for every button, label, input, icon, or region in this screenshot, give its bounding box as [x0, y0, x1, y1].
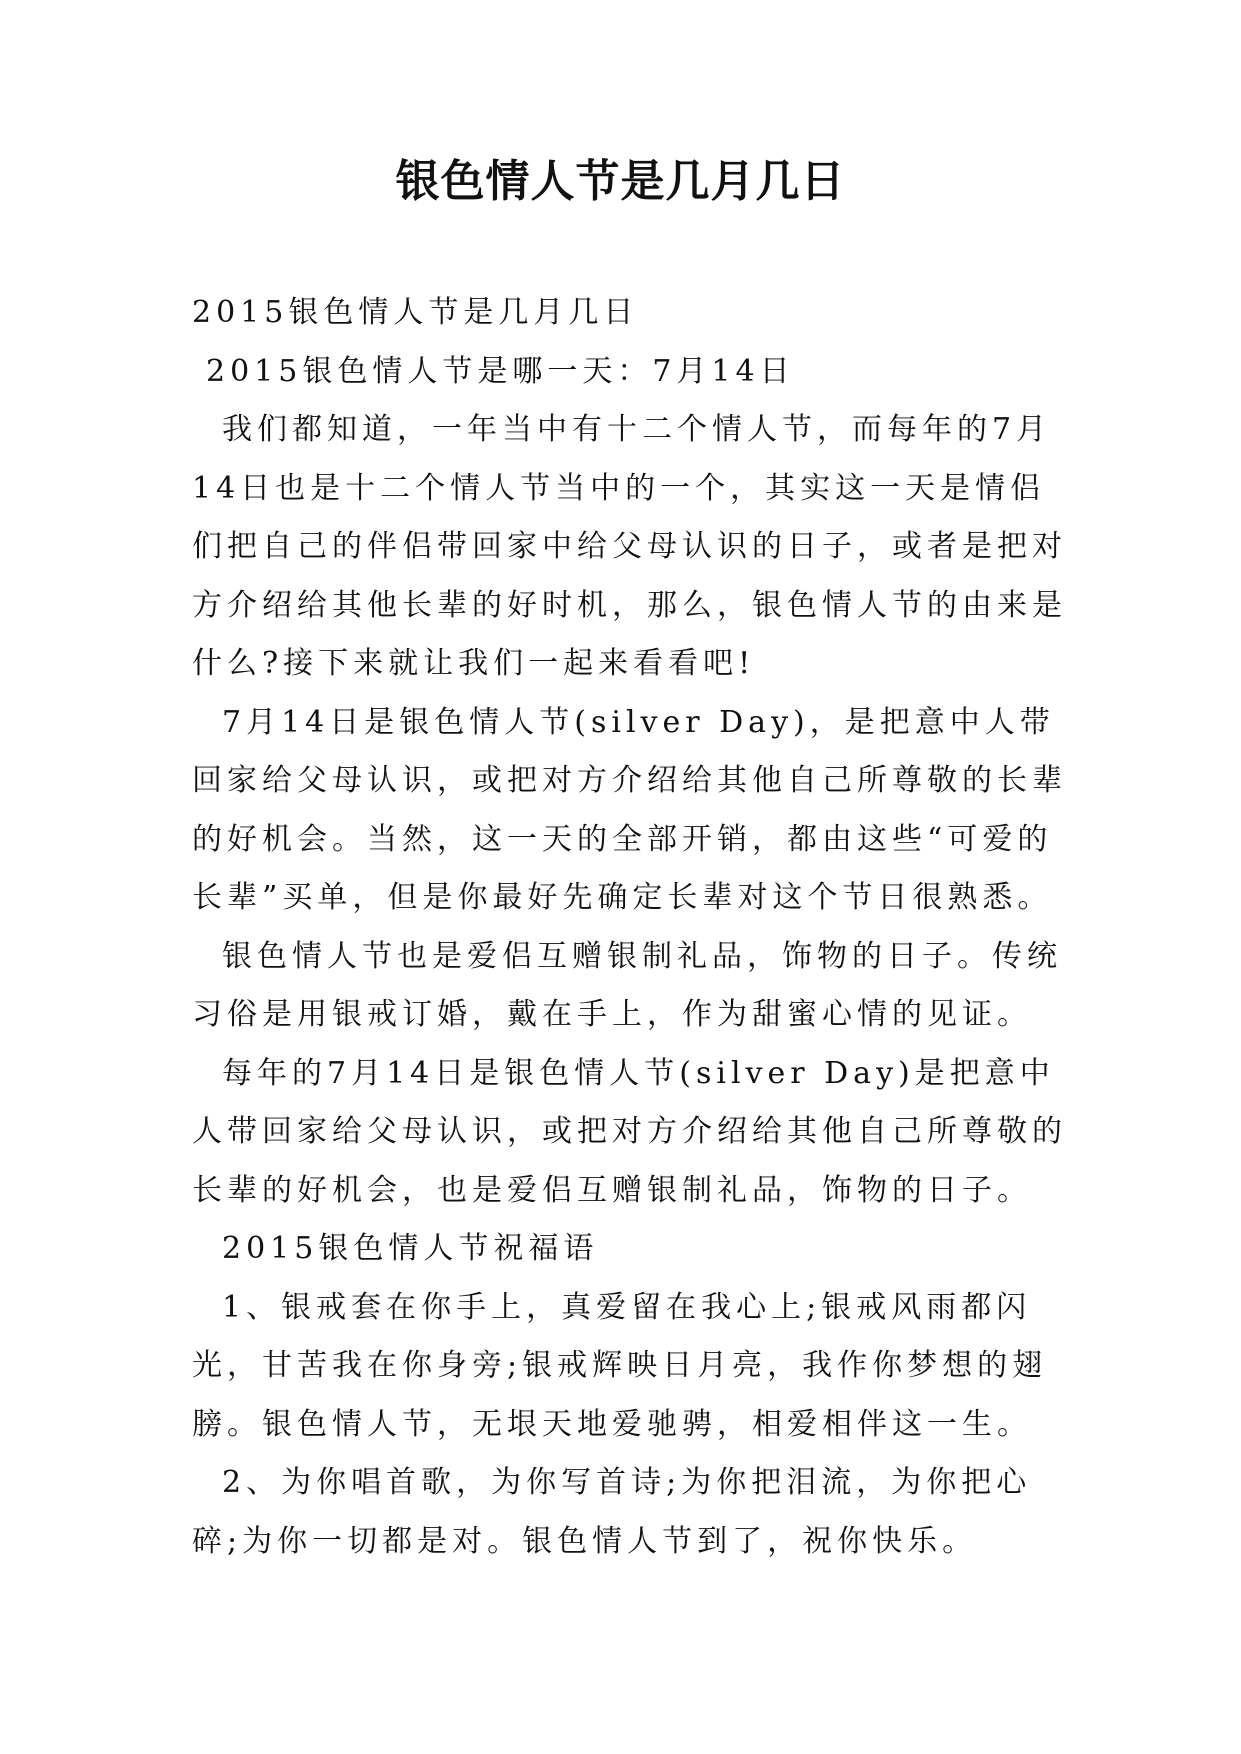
subheading-date-answer: 2015银色情人节是哪一天：7月14日: [206, 353, 795, 389]
document-body: [192, 284, 1072, 1571]
paragraph-annual-summary: 每年的7月14日是银色情人节(silver Day)是把意中人带回家给父母认识，或把对方介绍给其他自己所尊敬的长辈的好机会，也是爱侣互赠银制礼品，饰物的日子。: [192, 1055, 1067, 1208]
document-title: 银色情人节是几月几日: [395, 156, 846, 207]
subheading-date-question: 2015银色情人节是几月几日: [192, 295, 639, 330]
blessing-item-2: 2、为你唱首歌，为你写首诗;为你把泪流，为你把心碎;为你一切都是对。银色情人节到了，祝你快乐。: [192, 1465, 1032, 1559]
paragraph-silver-gifts: 银色情人节也是爱侣互赠银制礼品，饰物的日子。传统习俗是用银戒订婚，戴在手上，作为甜蜜心情的见证。: [192, 938, 1062, 1032]
subheading-blessings: 2015银色情人节祝福语: [222, 1231, 599, 1266]
paragraph-silver-day-definition: 7月14日是银色情人节(silver Day)，是把意中人带回家给父母认识，或把对方介绍给其他自己所尊敬的长辈的好机会。当然，这一天的全部开销，都由这些“可爱的长辈”买单，但是你最好先确定长辈对这个节日很熟悉。: [192, 704, 1067, 915]
blessing-item-1: 1、银戒套在你手上，真爱留在我心上;银戒风雨都闪光，甘苦我在你身旁;银戒辉映日月亮，我作你梦想的翅膀。银色情人节，无垠天地爱驰骋，相爱相伴这一生。: [192, 1289, 1048, 1442]
paragraph-intro: 我们都知道，一年当中有十二个情人节，而每年的7月14日也是十二个情人节当中的一个，其实这一天是情侣们把自己的伴侣带回家中给父母认识的日子，或者是把对方介绍给其他长辈的好时机，那么，银色情人节的由来是什么?接下来就让我们一起来看看吧!: [192, 412, 1067, 681]
